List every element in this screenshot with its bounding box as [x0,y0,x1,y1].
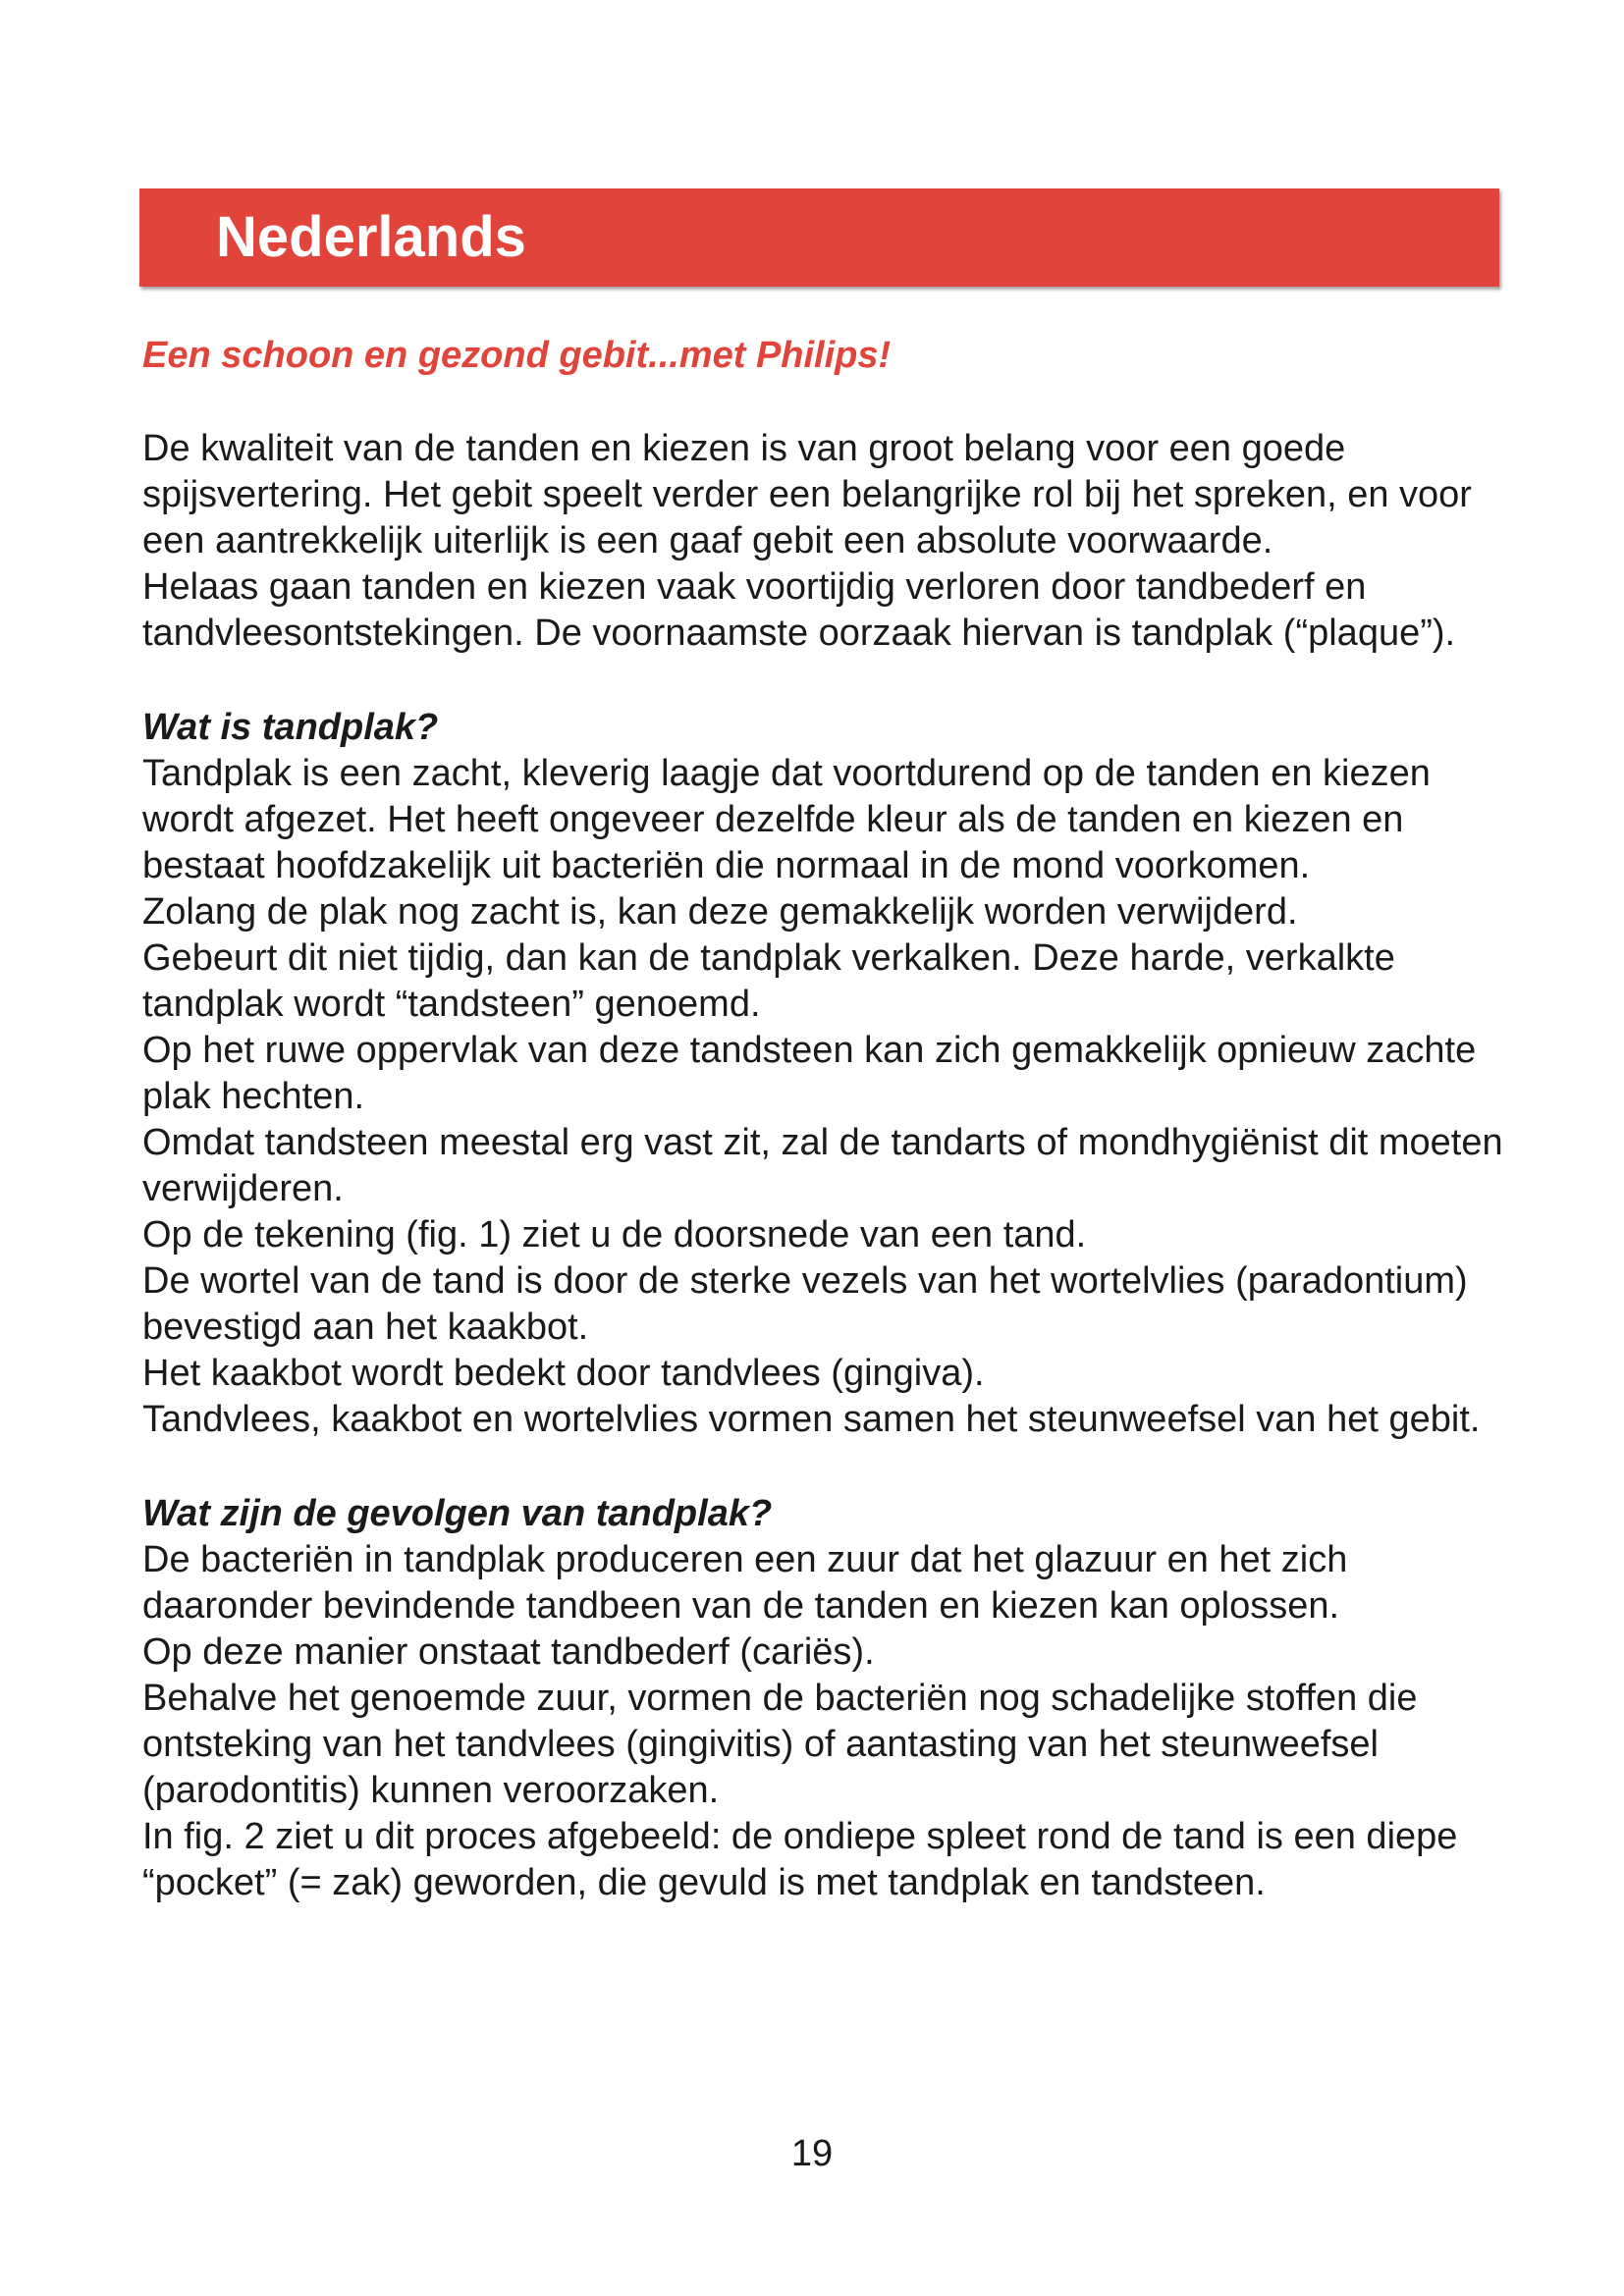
page-subtitle: Een schoon en gezond gebit...met Philips! [142,335,892,376]
page-content [142,332,1517,1906]
section-paragraph: Op de tekening (fig. 1) ziet u de doorsnede van een tand. [142,1214,1087,1255]
section-gevolgen [142,1490,1517,1906]
section-paragraph: De bacteriën in tandplak produceren een zuur dat het glazuur en het zich daaronder bevindende tandbeen van de tanden en kiezen kan oplossen. [142,1539,1348,1627]
intro-section [142,426,1517,657]
section-paragraph: Behalve het genoemde zuur, vormen de bacteriën nog schadelijke stoffen die ontsteking van het tandvlees (gingivitis) of aantasting van het steunweefsel (parodontitis) kunnen veroorzaken. [142,1678,1418,1811]
section-paragraph: Omdat tandsteen meestal erg vast zit, zal de tandarts of mondhygiënist dit moeten verwijderen. [142,1122,1503,1209]
section-paragraph: Op het ruwe oppervlak van deze tandsteen kan zich gemakkelijk opnieuw zachte plak hechten. [142,1030,1477,1117]
language-banner [139,188,1499,287]
section-paragraph: Op deze manier onstaat tandbederf (cariës). [142,1631,875,1673]
section-paragraph: Het kaakbot wordt bedekt door tandvlees (gingiva). [142,1353,985,1394]
section-paragraph: In fig. 2 ziet u dit proces afgebeeld: de ondiepe spleet rond de tand is een diepe “pocket” (= zak) geworden, die gevuld is met tandplak en tandsteen. [142,1816,1458,1903]
language-title: Nederlands [216,205,526,269]
intro-paragraph: De kwaliteit van de tanden en kiezen is van groot belang voor een goede spijsvertering. Het gebit speelt verder een belangrijke rol bij het spreken, en voor een aantrekkelijk uiterlijk is een gaaf gebit een absolute voorwaarde. [142,428,1472,561]
section-heading: Wat zijn de gevolgen van tandplak? [142,1493,773,1534]
section-paragraph: Tandplak is een zacht, kleverig laagje dat voortdurend op de tanden en kiezen wordt afgezet. Het heeft ongeveer dezelfde kleur als de tanden en kiezen en bestaat hoofdzakelijk uit bacteriën die normaal in de mond voorkomen. [142,753,1431,886]
section-paragraph: Gebeurt dit niet tijdig, dan kan de tandplak verkalken. Deze harde, verkalkte tandplak wordt “tandsteen” genoemd. [142,937,1395,1025]
section-tandplak [142,704,1517,1443]
section-paragraph: De wortel van de tand is door de sterke vezels van het wortelvlies (paradontium) bevestigd aan het kaakbot. [142,1260,1468,1348]
intro-paragraph: Helaas gaan tanden en kiezen vaak voortijdig verloren door tandbederf en tandvleesontstekingen. De voornaamste oorzaak hiervan is tandplak (“plaque”). [142,566,1456,654]
section-paragraph: Zolang de plak nog zacht is, kan deze gemakkelijk worden verwijderd. [142,891,1298,933]
section-paragraph: Tandvlees, kaakbot en wortelvlies vormen samen het steunweefsel van het gebit. [142,1399,1481,1440]
section-heading: Wat is tandplak? [142,707,439,748]
page-number: 19 [790,2133,834,2174]
